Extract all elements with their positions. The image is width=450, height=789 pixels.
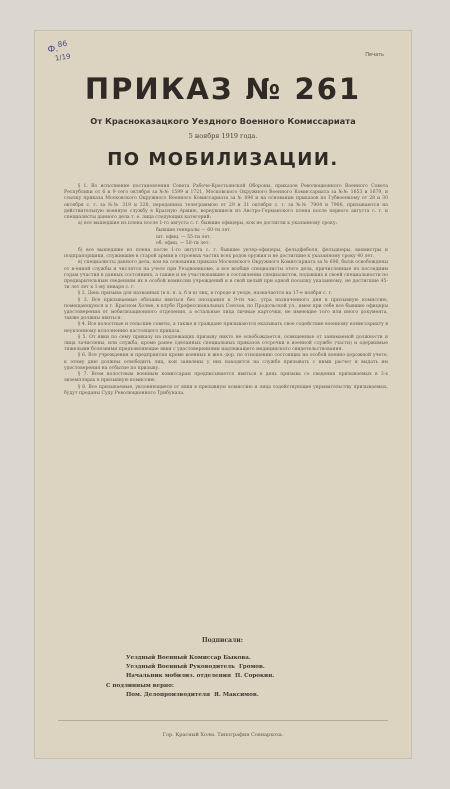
- footer-divider: [58, 720, 388, 721]
- paragraph-2: § 2. День призыва для названных (в п. п. а, б и в) лиц, в городе и уезде, назначается на 17-е ноября с. г.: [78, 291, 333, 297]
- decree-subject: ПО МОБИЛИЗАЦИИ.: [107, 149, 339, 170]
- original-verified-label: С подлинным верно:: [106, 683, 174, 689]
- issuer-line: От Красноказацкого Уездного Военного Комиссариата: [90, 116, 356, 126]
- list-item: бывшие генералы — 60-ти лет.: [156, 228, 232, 234]
- decree-date: 5 ноября 1919 года.: [188, 132, 258, 140]
- list-item: шт. офиц. — 55-ти лет.: [156, 234, 212, 240]
- signature-military-head: [126, 664, 265, 670]
- archive-handwritten-mark: [47, 39, 72, 65]
- paragraph-1b: б) все вышедшие из плена после 1-го августа с. г. бывшие унтер-офицеры, фельдфебеля, фельдшеры, вахмистры и подпрапорщики, служившие в старой армии в строевых частях всех родов оружия и не достигшие к указанному сроку 40 лет.: [64, 248, 388, 260]
- archive-fund-number: 86: [57, 38, 68, 50]
- signature-role: Пом. Делопроизводителя: [126, 692, 211, 698]
- archive-fund-label: Ф.: [47, 44, 59, 56]
- paragraph-1c: в) специалисты данного дела, кои на основании приказа Московского Окружного Комиссариата за № 696, были освобождены от в-енной службы и числятся на учете при Уездвоенкоме, а все вообще специалисты этого дела, причисленные по последним годам участия в данных состояниях, а также и не участвовавшие в составлении специалистов, подавших в своей специальности по предварительным сведениям их в особой комиссии учреждений и в свой целый при одной посылку указанному, не достигшие 45-ти лет лет к 1-му января с. г.: [64, 260, 388, 291]
- paragraph-4: § 4. Все волостные и сельские советы, а также и граждане призываются оказывать свое содействие военному комиссариату в неуклонному исполнению настоящего приказа.: [64, 322, 388, 334]
- corner-note: Печать: [365, 52, 384, 58]
- signature-name: П. Сорокин.: [235, 673, 275, 679]
- paragraph-3: § 3. Все призываемые обязаны явиться без опоздания к 9-ти час. утра назначенного дня в призывную комиссию, помещающуюся в г. Красном Холме, в клубе Профессиональных Союзов, по Продольской ул., имея при себе все бывшие офицеры удостоверения от мобилизационного отделения, а остальные лица личные карточки, не имеющие того или иного документа, также должны явиться.: [64, 297, 388, 322]
- signatures-header: Подписали:: [202, 637, 243, 644]
- signature-role: Начальник мобилиз. отделения: [126, 673, 231, 679]
- paragraph-8: § 8. Все призываемые, уклоняющиеся от явки в призывную комиссию и лица содействующие укрывательству призываемых, будут преданы Суду Революционного Трибунала.: [64, 384, 388, 396]
- decree-body: [64, 184, 388, 397]
- paragraph-1a: а) все вышедшие из плена после 1-го августа с. г. бывшие офицеры, кои не достигли к указанному сроку:: [78, 221, 338, 227]
- decree-title: ПРИКАЗ № 261: [84, 72, 362, 106]
- decree-sheet: [34, 30, 412, 759]
- printer-imprint: Гор. Красный Холм. Типография Совнархоза.: [162, 732, 284, 738]
- archive-item-number: 1/19: [54, 52, 72, 63]
- signature-mobilization-head: [126, 673, 274, 679]
- age-limit-list: [156, 228, 388, 247]
- signature-name: Я. Максимов.: [214, 692, 259, 698]
- paragraph-6: § 6. Все учреждения и предприятия кроме военных и жел.-дор. по отношению состоящих на особой военно-дорожной учете, к этому дню должны освободить лиц, кои заявлены у них находятся на службе призывать с ними расчет и выдать им удостоверения на отбытие по призыву.: [64, 353, 388, 371]
- list-item: об. офиц. — 50-ти лет.: [156, 240, 210, 246]
- signature-commissar: Уездный Военный Комиссар Быкова.: [126, 655, 251, 661]
- signature-name: Громов.: [238, 664, 265, 670]
- signature-role: Уездный Военный Руководитель: [126, 664, 235, 670]
- signature-clerk: [126, 692, 259, 698]
- paragraph-1: § 1. Во исполнение постановления Совета Рабоче-Крестьянской Обороны, приказов Революционного Военного Совета Республики от 6 и 9 сего октября за №№ 1599 и 1721, Московского Окружного Военного Комиссариата за №№ 1653 и 1679, и ссылку приказа Московского Окружного Военного Комиссариата за № 696 и на основании приказов по Губвоенкому от 28 и 30 октября с. г. за №№ 319 и 320, переданных телеграммою от 29 и 31 октября с. г. за №№ 7904 и 7906, призываются на действительную военную службу в Красную Армию, вернувшиеся из Австро-Германского плена после первого августа с. г. и специалисты данного дела т. е. лица следующих категорий:: [64, 184, 388, 221]
- paragraph-7: § 7. Всем волостным военным комиссарам предписывается явиться в день призыва со сведения призываемых в 3-х экземплярах в призывную комиссию.: [64, 372, 388, 384]
- paragraph-5: § 5. От явки по сему приказу на подлежащих призыву никто не освобождается, освященные от занимаемой должности и лица зачислены, или служба, кроме ранее сделанных специальных приказов отсрочки в военной службе (части) и одержимые тяжелыми болезнями предъявляющие явки с удостоверениями надлежащего медицинского свидетельствования.: [64, 334, 388, 353]
